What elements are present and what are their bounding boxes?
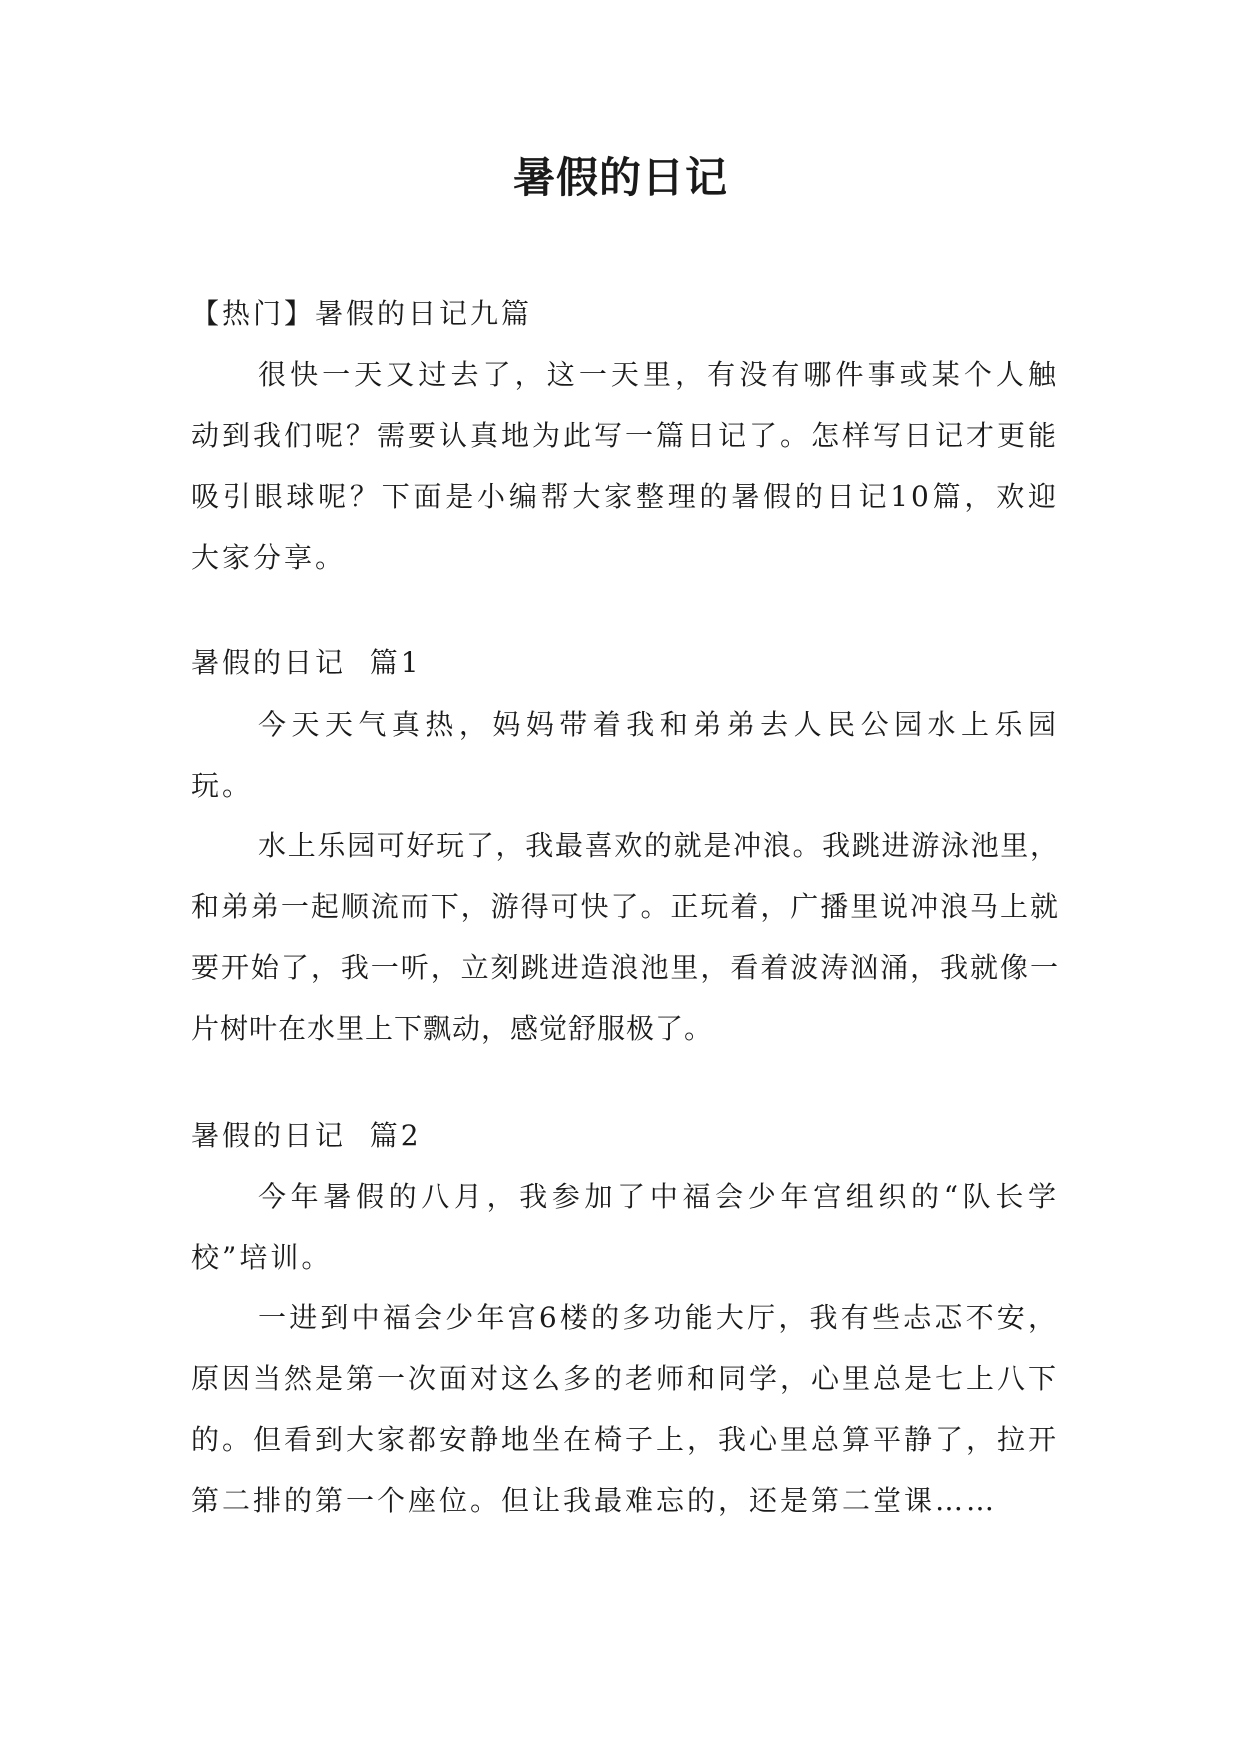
- section-2-heading: [191, 1105, 1059, 1166]
- section-2-heading-text: 暑假的日记 篇2: [191, 1119, 422, 1152]
- section-1-paragraph-1: [191, 694, 1059, 816]
- section-1-paragraph-1-text: 今天天气真热，妈妈带着我和弟弟去人民公园水上乐园玩。: [191, 708, 1059, 802]
- section-1-paragraph-2: [191, 815, 1059, 1059]
- section-2-paragraph-2: [191, 1287, 1059, 1531]
- section-1-heading: [191, 632, 1059, 693]
- intro-paragraph: [191, 344, 1059, 588]
- intro-heading: [191, 283, 1059, 344]
- intro-heading-text: 【热门】暑假的日记九篇: [191, 297, 533, 330]
- intro-paragraph-text: 很快一天又过去了，这一天里，有没有哪件事或某个人触动到我们呢？需要认真地为此写一篇日记了。怎样写日记才更能吸引眼球呢？下面是小编帮大家整理的暑假的日记10篇，欢迎大家分享。: [191, 358, 1060, 574]
- section-2-paragraph-1: [191, 1166, 1059, 1288]
- section-1-paragraph-2-text: 水上乐园可好玩了，我最喜欢的就是冲浪。我跳进游泳池里，和弟弟一起顺流而下，游得可快了。正玩着，广播里说冲浪马上就要开始了，我一听，立刻跳进造浪池里，看着波涛汹涌，我就像一片树叶在水里上下飘动，感觉舒服极了。: [191, 829, 1059, 1045]
- section-1-heading-text: 暑假的日记 篇1: [191, 646, 422, 679]
- section-2-paragraph-1-text: 今年暑假的八月，我参加了中福会少年宫组织的“队长学校”培训。: [191, 1180, 1059, 1274]
- section-2-paragraph-2-text: 一进到中福会少年宫6楼的多功能大厅，我有些忐忑不安，原因当然是第一次面对这么多的老师和同学，心里总是七上八下的。但看到大家都安静地坐在椅子上，我心里总算平静了，拉开第二排的第一个座位。但让我最难忘的，还是第二堂课……: [191, 1301, 1060, 1517]
- document-title: 暑假的日记: [512, 153, 728, 202]
